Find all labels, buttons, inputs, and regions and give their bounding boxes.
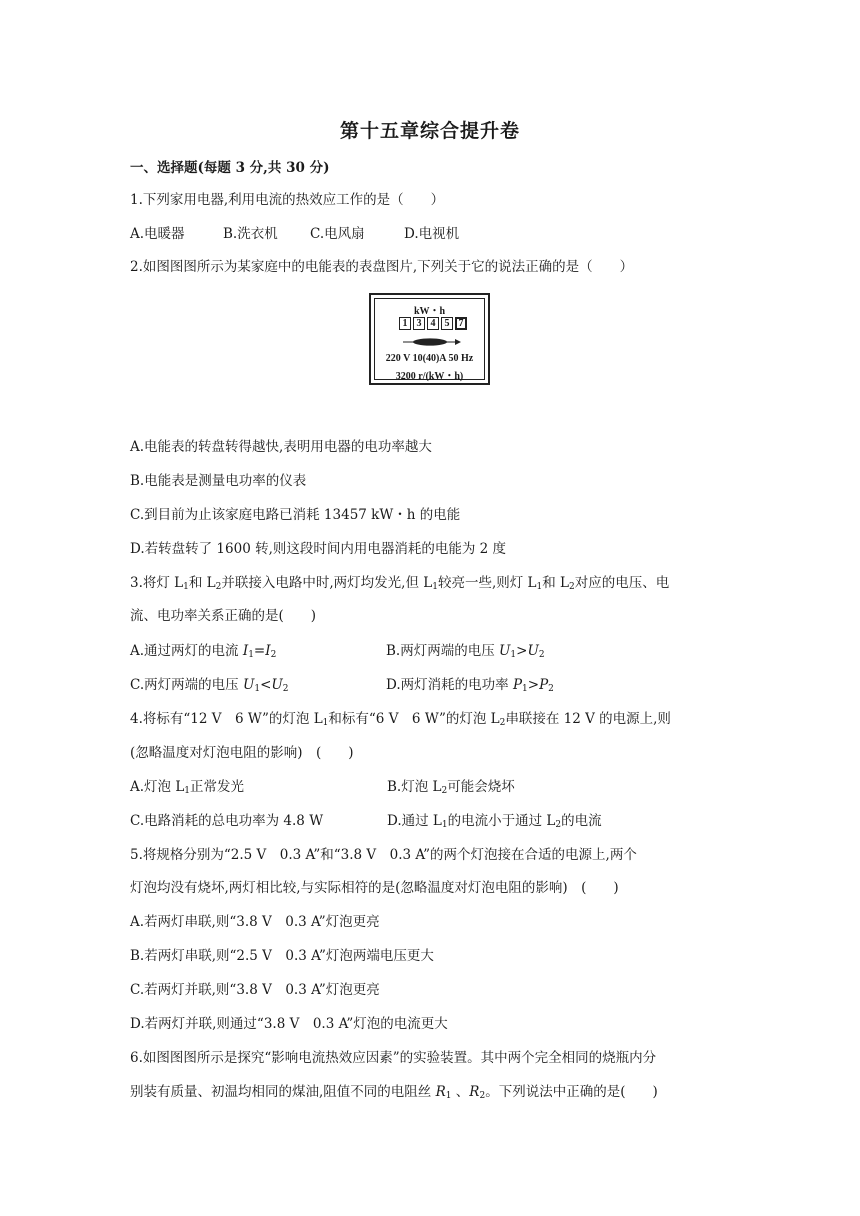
option-b: B.两灯两端的电压 $U_1>U_2$ — [386, 643, 545, 660]
question-4-stem-line2: (忽略温度对灯泡电阻的影响) ( ) — [130, 745, 354, 761]
meter-digit-decimal: 7 — [455, 317, 467, 330]
question-5-option-c: C.若两灯并联,则“3.8 V 0.3 A”灯泡更亮 — [130, 982, 380, 998]
question-1-stem: 1.下列家用电器,利用电流的热效应工作的是（ ） — [130, 192, 445, 208]
option-c: C.电风扇 — [310, 226, 365, 242]
question-5-stem-line1: 5.将规格分别为“2.5 V 0.3 A”和“3.8 V 0.3 A”的两个灯泡接在合适的电源上,两个 — [130, 847, 637, 863]
section-heading: 一、选择题(每题 3 分,共 30 分) — [130, 160, 330, 176]
question-3-options-cd — [130, 675, 554, 699]
meter-spec-label: 220 V 10(40)A 50 Hz — [385, 353, 474, 364]
option-d: D.通过 $L_1$的电流小于通过 $L_2$的电流 — [387, 813, 602, 830]
meter-rate-label: 3200 r/(kW・h) — [395, 371, 464, 382]
option-c: C.两灯两端的电压 $U_1<U_2$ — [130, 677, 289, 694]
question-3-stem-line1: 3.将灯 $L_1$和 $L_2$并联接入电路中时,两灯均发光,但 $L_1$较亮一些,则灯 $L_1$和 $L_2$对应的电压、电 — [130, 575, 670, 592]
page-title: 第十五章综合提升卷 — [339, 120, 520, 142]
meter-digit: 5 — [441, 317, 453, 330]
option-a: A.灯泡 $L_1$正常发光 — [130, 779, 245, 796]
question-1-options — [130, 224, 459, 244]
question-2-option-d: D.若转盘转了 1600 转,则这段时间内用电器消耗的电能为 2 度 — [130, 541, 507, 557]
question-6-stem-line1: 6.如图图图所示是探究“影响电流热效应因素”的实验装置。其中两个完全相同的烧瓶内分 — [130, 1050, 657, 1066]
option-c: C.电路消耗的总电功率为 4.8 W — [130, 813, 324, 829]
meter-digit: 4 — [427, 317, 439, 330]
option-d: D.电视机 — [404, 226, 460, 242]
question-3-options-ab — [130, 641, 545, 665]
question-5-option-b: B.若两灯串联,则“2.5 V 0.3 A”灯泡两端电压更大 — [130, 948, 434, 964]
option-a: A.通过两灯的电流 $I_1=I_2$ — [130, 643, 277, 660]
meter-digit: 1 — [399, 317, 411, 330]
meter-digit: 3 — [413, 317, 425, 330]
option-b: B.灯泡 $L_2$可能会烧坏 — [387, 779, 515, 796]
question-2-option-c: C.到目前为止该家庭电路已消耗 13457 kW・h 的电能 — [130, 507, 461, 523]
question-5-stem-line2: 灯泡均没有烧坏,两灯相比较,与实际相符的是(忽略温度对灯泡电阻的影响) ( ) — [130, 880, 619, 896]
electric-meter-figure — [369, 293, 490, 385]
meter-disc-icon — [403, 336, 461, 348]
option-b: B.洗衣机 — [223, 226, 278, 242]
meter-unit-label: kW・h — [413, 306, 446, 317]
meter-face — [374, 298, 485, 380]
option-d: D.两灯消耗的电功率 $P_1>P_2$ — [386, 677, 554, 694]
question-2-option-b: B.电能表是测量电功率的仪表 — [130, 473, 307, 489]
question-4-options-ab — [130, 777, 515, 801]
question-4-stem-line1: 4.将标有“12 V 6 W”的灯泡 $L_1$和标有“6 V 6 W”的灯泡 $L_2$串联接在 12 V 的电源上,则 — [130, 711, 671, 728]
option-a: A.电暖器 — [130, 226, 185, 242]
question-3-stem-line2: 流、电功率关系正确的是( ) — [130, 608, 317, 624]
question-2-option-a: A.电能表的转盘转得越快,表明用电器的电功率越大 — [130, 439, 432, 455]
question-5-option-a: A.若两灯串联,则“3.8 V 0.3 A”灯泡更亮 — [130, 914, 380, 930]
meter-digits — [399, 317, 469, 330]
question-5-option-d: D.若两灯并联,则通过“3.8 V 0.3 A”灯泡的电流更大 — [130, 1016, 448, 1032]
question-4-options-cd — [130, 811, 602, 835]
question-6-stem-line2: 别装有质量、初温均相同的煤油,阻值不同的电阻丝 $R_1$ 、$R_2$。下列说法中正确的是( ) — [130, 1084, 658, 1101]
question-2-stem: 2.如图图图所示为某家庭中的电能表的表盘图片,下列关于它的说法正确的是（ ） — [130, 259, 634, 275]
